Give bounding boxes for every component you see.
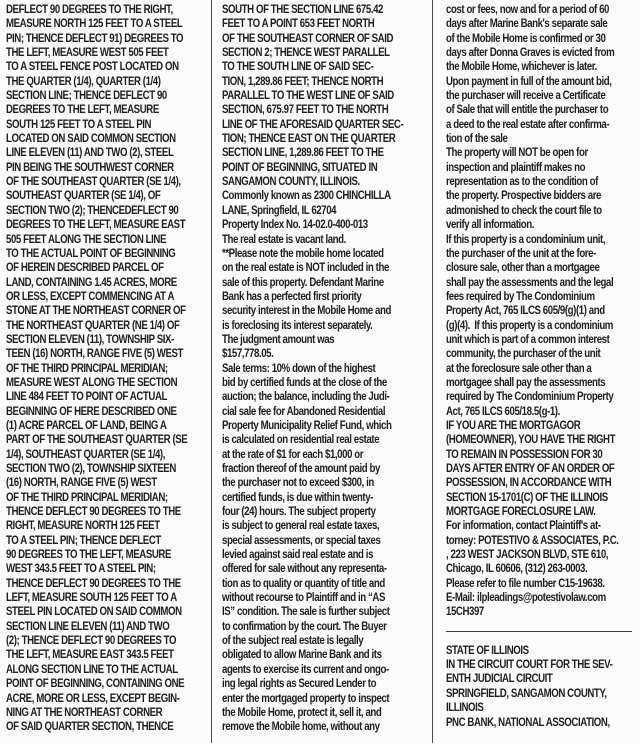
text-line: THE QUARTER (1/4), QUARTER (1/4) [6, 75, 161, 88]
text-line: DEFLECT 90 DEGREES TO THE RIGHT, [6, 4, 173, 16]
text-line: 15CH397 [446, 606, 484, 619]
text-line: bid by certified funds at the close of the [222, 376, 387, 389]
text-line: SECTION, 675.97 FEET TO THE NORTH [222, 104, 389, 117]
text-line: OF THE SOUTHEAST QUARTER (SE 1/4), [6, 176, 181, 189]
text-line: DAYS AFTER ENTRY OF AN ORDER OF [446, 463, 615, 475]
text-line: FEET TO A POINT 653 FEET NORTH [222, 18, 375, 31]
text-line: If this property is a condominium unit, [446, 233, 606, 246]
text-line: Property Act, 765 ILCS 605/9(g)(1) and [446, 305, 605, 318]
text-line: days after Donna Graves is evicted from [446, 47, 615, 60]
text-line: fees required by The Condominium [446, 290, 595, 303]
text-line: IF YOU ARE THE MORTGAGOR [446, 419, 581, 432]
text-line: Please refer to file number C15-19638. [446, 577, 605, 590]
text-line: the Mobile Home, protect it, sell it, and [222, 706, 382, 719]
text-line: MEASURE WEST ALONG THE SECTION [6, 376, 178, 389]
text-line: THENCE DEFLECT 90 DEGREES TO THE [6, 577, 181, 590]
text-line: TO REMAIN IN POSSESSION FOR 30 [446, 448, 603, 461]
text-line: at the rate of $1 for each $1,000 or [222, 448, 364, 461]
text-line: (g)(4). If this property is a condominium [446, 319, 613, 332]
text-line: days after Marine Bank's separate sale [446, 18, 608, 31]
text-line: to confirmation by the court. The Buyer [222, 620, 387, 633]
text-line: PIN; THENCE DEFLECT 91) DEGREES TO [6, 32, 184, 45]
text-line: admonished to check the court file to [446, 204, 602, 217]
text-line: SECTION 2; THENCE WEST PARALLEL [222, 47, 390, 60]
text-line: four (24) hours. The subject property [222, 506, 376, 519]
text-line: a deed to the real estate after confirma- [446, 118, 610, 131]
text-line: special assessments, or special taxes [222, 534, 381, 547]
text-line: LINE 484 FEET TO POINT OF ACTUAL [6, 391, 168, 404]
text-line: SOUTH 125 FEET TO A STEEL PIN [6, 118, 152, 131]
text-line: enter the mortgaged property to inspect [222, 692, 390, 705]
text-line: remove the Mobile home, without any [222, 721, 380, 734]
text-line: The real estate is vacant land. [222, 233, 346, 246]
text-line: OF THE THIRD PRINCIPAL MERIDIAN; [6, 491, 168, 504]
text-line: fraction thereof of the amount paid by [222, 463, 380, 475]
text-line: community, the purchaser of the unit [446, 348, 601, 361]
next-notice-header [446, 644, 638, 730]
text-line: SECTION ELEVEN (11), TOWNSHIP SIX- [6, 333, 174, 346]
text-line: Bank has a perfected first priority [222, 290, 362, 303]
text-line: SOUTHEAST QUARTER (SE 1/4), OF [6, 190, 161, 203]
text-line: representation as to the condition of [446, 176, 598, 189]
text-line: Upon payment in full of the amount bid, [446, 75, 612, 88]
text-line: DEGREES TO THE LEFT, MEASURE [6, 104, 159, 117]
text-line: OF SAID QUARTER SECTION, THENCE [6, 721, 174, 734]
text-line: ACRE, MORE OR LESS, EXCEPT BEGIN- [6, 692, 180, 705]
text-line: Act, 765 ILCS 605/18.5(g-1). [446, 405, 560, 418]
text-line: obligated to allow Marine Bank and its [222, 649, 382, 662]
text-line: TO THE ACTUAL POINT OF BEGINNING [6, 247, 176, 260]
text-line: offered for sale without any representa- [222, 563, 387, 576]
text-line: THENCE DEFLECT 90 DEGREES TO THE [6, 506, 181, 519]
column-divider-2 [432, 0, 433, 743]
text-line: is calculated on residential real estate [222, 434, 380, 447]
text-line: **Please note the mobile home located [222, 247, 384, 260]
text-line: (16) NORTH, RANGE FIVE (5) WEST [6, 477, 157, 490]
text-line: Chicago, IL 60606, (312) 263-0003. [446, 563, 588, 576]
text-line: SECTION TWO (2), TOWNSHIP SIXTEEN [6, 463, 176, 475]
text-line: ENTH JUDICIAL CIRCUIT [446, 673, 553, 686]
text-line: 505 FEET ALONG THE SECTION LINE [6, 233, 166, 246]
text-line: LEFT, MEASURE SOUTH 125 FEET TO A [6, 592, 177, 605]
text-line: inspection and plaintiff makes no [446, 161, 586, 174]
text-line: DEGREES TO THE LEFT, MEASURE EAST [6, 219, 186, 232]
text-line: tion of the sale [446, 133, 508, 146]
text-line: unit which is part of a common interest [446, 333, 610, 346]
text-line: THE LEFT, MEASURE EAST 343.5 FEET [6, 649, 174, 662]
text-line: the purchaser will receive a Certificate [446, 90, 606, 103]
text-line: (HOMEOWNER), YOU HAVE THE RIGHT [446, 434, 616, 447]
notice-3-body [446, 3, 638, 620]
text-line: LINE ELEVEN (11) AND TWO (2), STEEL [6, 147, 174, 160]
notice-column-3 [446, 3, 638, 730]
text-line: PIN BEING THE SOUTHWEST CORNER [6, 161, 174, 174]
text-line: STONE AT THE NORTHEAST CORNER OF [6, 305, 186, 318]
text-line: POSSESSION, IN ACCORDANCE WITH [446, 477, 612, 490]
text-line: (2); THENCE DEFLECT 90 DEGREES TO [6, 635, 177, 648]
text-line: PARALLEL TO THE WEST LINE OF SAID [222, 90, 394, 103]
text-line: NING AT THE NORTHEAST CORNER [6, 706, 163, 719]
text-line: required by The Condominium Property [446, 391, 614, 404]
text-line: SPRINGFIELD, SANGAMON COUNTY, [446, 687, 607, 700]
text-line: MEASURE NORTH 125 FEET TO A STEEL [6, 18, 183, 31]
text-line: IN THE CIRCUIT COURT FOR THE SEV- [446, 659, 613, 672]
text-line: THE NORTHEAST QUARTER (NE 1/4) OF [6, 319, 180, 332]
text-line: of the subject real estate is legally [222, 635, 364, 648]
text-line: security interest in the Mobile Home and [222, 305, 391, 318]
text-line: (1) ACRE PARCEL OF LAND, BEING A [6, 419, 167, 432]
text-line: closure sale, other than a mortgagee [446, 262, 600, 275]
text-line: SECTION LINE ELEVEN (11) AND TWO [6, 620, 170, 633]
text-line: cost or fees, now and for a period of 60 [446, 4, 610, 16]
text-line: SECTION TWO (2); THENCEDEFLECT 90 [6, 204, 179, 217]
column-divider-1 [211, 0, 212, 743]
text-line: LOCATED ON SAID COMMON SECTION [6, 133, 176, 146]
text-line: without recourse to Plaintiff and in “AS [222, 592, 385, 605]
text-line: PNC BANK, NATIONAL ASSOCIATION, [446, 716, 610, 729]
text-line: MORTGAGE FORECLOSURE LAW. [446, 506, 596, 519]
text-line: SANGAMON COUNTY, ILLINOIS. [222, 176, 360, 189]
text-line: OR LESS, EXCEPT COMMENCING AT A [6, 290, 175, 303]
text-line: 1/4), SOUTHEAST QUARTER (SE 1/4), [6, 448, 165, 461]
text-line: is subject to general real estate taxes, [222, 520, 380, 533]
text-line: For information, contact Plaintiff's at- [446, 520, 601, 533]
text-line: , 223 WEST JACKSON BLVD, STE 610, [446, 549, 609, 562]
text-line: WEST 343.5 FEET TO A STEEL PIN; [6, 563, 156, 576]
text-line: PART OF THE SOUTHEAST QUARTER (SE [6, 434, 188, 447]
text-line: OF THE SOUTHEAST CORNER OF SAID [222, 32, 394, 45]
text-line: Commonly known as 2300 CHINCHILLA [222, 190, 391, 203]
text-line: the purchaser of the unit at the fore- [446, 247, 596, 260]
text-line: LANE, Springfield, IL 62704 [222, 204, 337, 217]
text-line: Property Municipality Relief Fund, which [222, 419, 392, 432]
text-line: THE LEFT, MEASURE WEST 505 FEET [6, 47, 169, 60]
text-line: OF THE THIRD PRINCIPAL MERIDIAN; [6, 362, 168, 375]
text-line: cial sale fee for Abandoned Residential [222, 405, 386, 418]
text-line: STEEL PIN LOCATED ON SAID COMMON [6, 606, 182, 619]
text-line: TO A STEEL FENCE POST LOCATED ON [6, 61, 179, 74]
text-line: TO A STEEL PIN; THENCE DEFLECT [6, 534, 161, 547]
text-line: SOUTH OF THE SECTION LINE 675.42 [222, 4, 384, 16]
text-line: the Mobile Home, whichever is later. [446, 61, 597, 74]
text-line: auction; the balance, including the Judi- [222, 391, 390, 404]
notice-separator-rule [446, 631, 632, 632]
text-line: levied against said real estate and is [222, 549, 374, 562]
text-line: mortgagee shall pay the assessments [446, 376, 606, 389]
notice-column-2 [222, 3, 429, 735]
text-line: TION; THENCE EAST ON THE QUARTER [222, 133, 396, 146]
text-line: The property will NOT be open for [446, 147, 588, 160]
text-line: ing legal rights as Secured Lender to [222, 678, 377, 691]
text-line: ALONG SECTION LINE TO THE ACTUAL [6, 663, 178, 676]
text-line: Property Index No. 14-02.0-400-013 [222, 219, 368, 232]
text-line: is foreclosing its interest separately. [222, 319, 373, 332]
text-line: certified funds, is due within twenty- [222, 491, 373, 504]
text-line: the purchaser not to exceed $300, in [222, 477, 374, 490]
text-line: at the foreclosure sale other than a [446, 362, 592, 375]
text-line: Sale terms: 10% down of the highest [222, 362, 376, 375]
text-line: on the real estate is NOT included in the [222, 262, 389, 275]
text-line: $157,778.05. [222, 348, 274, 361]
text-line: E-Mail: ilpleadings@potestivolaw.com [446, 592, 606, 605]
text-line: LAND, CONTAINING 1.45 ACRES, MORE [6, 276, 177, 289]
text-line: shall pay the assessments and the legal [446, 276, 614, 289]
text-line: TEEN (16) NORTH, RANGE FIVE (5) WEST [6, 348, 184, 361]
text-line: of the Mobile Home is confirmed or 30 [446, 32, 606, 45]
text-line: tion as to quality or quantity of title and [222, 577, 385, 590]
text-line: the property. Prospective bidders are [446, 190, 602, 203]
text-line: verify all information. [446, 219, 535, 232]
text-line: OF HEREIN DESCRIBED PARCEL OF [6, 262, 164, 275]
text-line: torney: POTESTIVO & ASSOCIATES, P.C. [446, 534, 619, 547]
text-line: SECTION 15-1701(C) OF THE ILLINOIS [446, 491, 608, 504]
text-line: agents to exercise its current and ongo- [222, 663, 389, 676]
text-line: POINT OF BEGINNING, CONTAINING ONE [6, 678, 185, 691]
text-line: of Sale that will entitle the purchaser to [446, 104, 609, 117]
text-line: TION, 1,289.86 FEET; THENCE NORTH [222, 75, 384, 88]
text-line: IS” condition. The sale is further subject [222, 606, 390, 619]
text-line: RIGHT, MEASURE NORTH 125 FEET [6, 520, 160, 533]
text-line: BEGINNING OF HERE DESCRIBED ONE [6, 405, 177, 418]
text-line: 90 DEGREES TO THE LEFT, MEASURE [6, 549, 172, 562]
notice-column-1 [6, 3, 209, 735]
text-line: LINE OF THE AFORESAID QUARTER SEC- [222, 118, 404, 131]
text-line: TO THE SOUTH LINE OF SAID SEC- [222, 61, 374, 74]
text-line: STATE OF ILLINOIS [446, 644, 529, 657]
text-line: POINT OF BEGINNING, SITUATED IN [222, 161, 378, 174]
text-line: The judgment amount was [222, 333, 335, 346]
text-line: SECTION LINE, 1,289.86 FEET TO THE [222, 147, 384, 160]
text-line: ILLINOIS [446, 702, 484, 715]
text-line: SECTION LINE; THENCE DEFLECT 90 [6, 90, 167, 103]
text-line: sale of this property. Defendant Marine [222, 276, 384, 289]
